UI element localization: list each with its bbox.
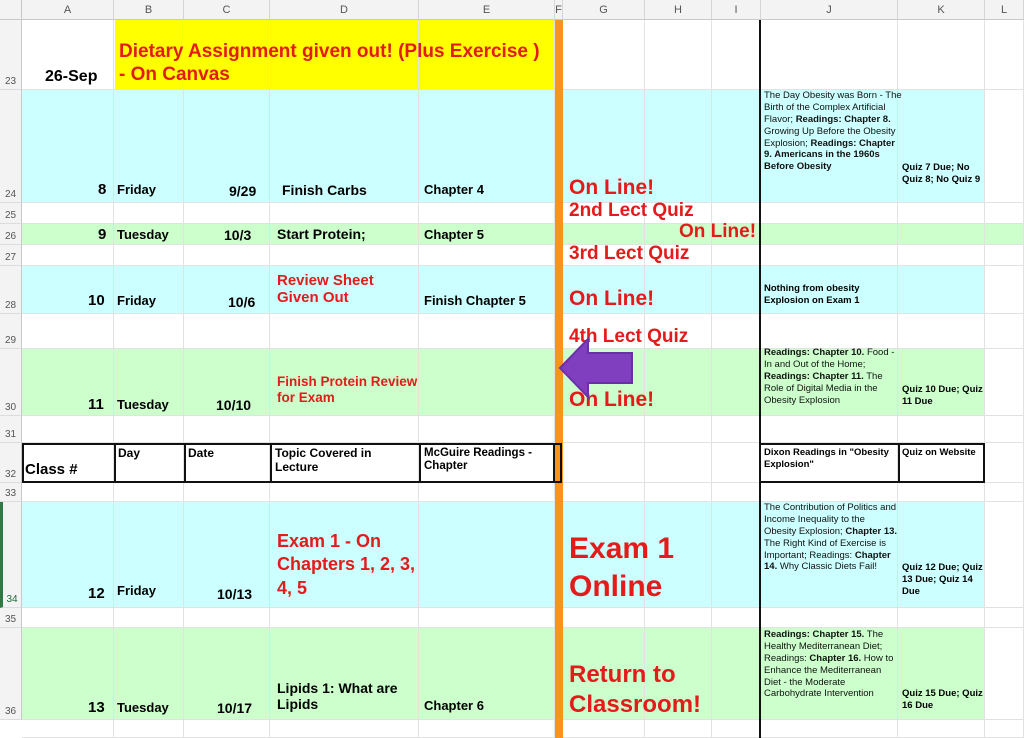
r23-date[interactable]: 26-Sep xyxy=(45,68,98,85)
row-header-27[interactable]: 27 xyxy=(0,245,22,266)
gridline-vertical xyxy=(269,20,270,738)
row-header-28[interactable]: 28 xyxy=(0,266,22,314)
column-header-k[interactable]: K xyxy=(898,0,985,20)
r36-num[interactable]: 13 xyxy=(88,699,105,716)
r34-online[interactable]: Exam 1 Online xyxy=(569,532,675,603)
column-header-h[interactable]: H xyxy=(645,0,712,20)
gridline-vertical xyxy=(711,20,712,738)
r24-dixon-3: Growing Up Before the Obesity Explosion; xyxy=(764,125,896,149)
r34-dixon-3: The Right Kind of Exercise is Important; Readings: xyxy=(764,537,886,561)
r28-dixon[interactable]: Nothing from obesity Explosion on Exam 1 xyxy=(764,283,860,306)
column-header-b[interactable]: B xyxy=(114,0,184,20)
header-divider-f xyxy=(553,443,555,483)
row-header-24[interactable]: 24 xyxy=(0,90,22,203)
r36-dixon-4: How to Enhance the Mediterranean Diet - the Moderate Carbohydrate Intervention xyxy=(764,652,894,700)
r34-dixon-4: Chapter 14. xyxy=(764,549,891,573)
r34-day[interactable]: Friday xyxy=(117,583,157,598)
gridline-horizontal xyxy=(22,627,1024,628)
header-reading[interactable]: McGuire Readings - Chapter xyxy=(424,447,532,473)
r28-date[interactable]: 10/6 xyxy=(228,294,256,310)
r24-quiz[interactable]: Quiz 7 Due; No Quiz 8; No Quiz 9 xyxy=(902,162,981,185)
gridline-horizontal xyxy=(22,244,1024,245)
r30-dixon[interactable] xyxy=(764,347,900,406)
r24-dixon-4: Readings: Chapter 9. Americans in the 1960s Before Obesity xyxy=(764,137,895,173)
row-header-26[interactable]: 26 xyxy=(0,224,22,245)
gridline-vertical xyxy=(984,20,985,738)
r30-dixon-4: The Role of Digital Media in the Obesity Explosion xyxy=(764,370,883,406)
gridline-horizontal xyxy=(22,202,1024,203)
r30-dixon-3: Readings: Chapter 11. xyxy=(764,370,864,382)
gridline-horizontal xyxy=(22,607,1024,608)
r26-date[interactable]: 10/3 xyxy=(224,227,252,243)
r28-num[interactable]: 10 xyxy=(88,292,105,309)
r30-dixon-2: Food - In and Out of the Home; xyxy=(764,347,895,370)
row-header-25[interactable]: 25 xyxy=(0,203,22,224)
gridline-horizontal xyxy=(22,415,1024,416)
r36-dixon-2: The Healthy Mediterranean Diet; Readings: xyxy=(764,629,884,664)
r29-lect-quiz[interactable]: 4th Lect Quiz xyxy=(569,326,689,347)
r25-lect-quiz[interactable]: 2nd Lect Quiz xyxy=(569,200,694,221)
header-dixon[interactable]: Dixon Readings in "Obesity Explosion" xyxy=(764,447,889,470)
r24-day[interactable]: Friday xyxy=(117,182,157,197)
row-header-23[interactable]: 23 xyxy=(0,20,22,90)
gridline-vertical xyxy=(183,20,184,738)
r36-dixon-1: Readings: Chapter 15. xyxy=(764,629,865,640)
r26-num[interactable]: 9 xyxy=(98,226,107,243)
column-header-f[interactable]: F xyxy=(555,0,563,20)
gridline-vertical xyxy=(113,20,114,738)
row-header-34[interactable]: 34 xyxy=(0,502,22,608)
header-day[interactable]: Day xyxy=(118,446,141,460)
column-header-l[interactable]: L xyxy=(985,0,1024,20)
r24-dixon-1: The Day Obesity was Born - The Birth of the Complex Artificial Flavor; xyxy=(764,90,902,125)
r26-reading[interactable]: Chapter 5 xyxy=(424,227,484,242)
r36-dixon[interactable] xyxy=(764,629,898,700)
row-header-35[interactable]: 35 xyxy=(0,608,22,628)
header-date[interactable]: Date xyxy=(188,446,215,460)
r36-date[interactable]: 10/17 xyxy=(217,700,253,716)
row-header-29[interactable]: 29 xyxy=(0,314,22,349)
column-header-d[interactable]: D xyxy=(270,0,419,20)
column-header-g[interactable]: G xyxy=(563,0,645,20)
r34-topic[interactable]: Exam 1 - On Chapters 1, 2, 3, 4, 5 xyxy=(277,531,416,598)
r30-day[interactable]: Tuesday xyxy=(117,397,169,412)
row-header-31[interactable]: 31 xyxy=(0,416,22,443)
r34-quiz[interactable]: Quiz 12 Due; Quiz 13 Due; Quiz 14 Due xyxy=(902,562,983,597)
gridline-horizontal xyxy=(22,313,1024,314)
r24-online[interactable]: On Line! xyxy=(569,176,655,199)
r24-reading[interactable]: Chapter 4 xyxy=(424,182,484,197)
select-all-corner[interactable] xyxy=(0,0,22,20)
column-header-e[interactable]: E xyxy=(419,0,555,20)
header-divider-e xyxy=(419,443,421,483)
gridline-vertical xyxy=(644,20,645,738)
r24-num[interactable]: 8 xyxy=(98,181,107,198)
column-header-i[interactable]: I xyxy=(712,0,761,20)
r24-topic[interactable]: Finish Carbs xyxy=(282,182,367,198)
row-26-band xyxy=(22,224,1024,245)
r36-day[interactable]: Tuesday xyxy=(117,700,169,715)
column-header-a[interactable]: A xyxy=(22,0,114,20)
row-header-36[interactable]: 36 xyxy=(0,628,22,720)
r24-date[interactable]: 9/29 xyxy=(229,183,257,199)
r34-dixon-1: The Contribution of Politics and Income Inequality to the Obesity Explosion; xyxy=(764,502,897,537)
black-divider-line xyxy=(759,20,761,738)
r26-online[interactable]: On Line! xyxy=(679,221,757,242)
r26-topic[interactable]: Start Protein; xyxy=(277,226,366,242)
purple-arrow-icon xyxy=(556,335,634,401)
r28-topic[interactable]: Review Sheet Given Out xyxy=(277,272,374,307)
r34-dixon-5: Why Classic Diets Fail! xyxy=(777,561,877,573)
r30-quiz[interactable]: Quiz 10 Due; Quiz 11 Due xyxy=(902,384,983,407)
header-quiz[interactable]: Quiz on Website xyxy=(902,447,976,458)
r34-num[interactable]: 12 xyxy=(88,585,105,602)
r34-date[interactable]: 10/13 xyxy=(217,586,253,602)
r30-online[interactable]: On Line! xyxy=(569,388,655,411)
r26-day[interactable]: Tuesday xyxy=(117,227,169,242)
column-header-c[interactable]: C xyxy=(184,0,270,20)
r36-online[interactable]: Return to Classroom! xyxy=(569,661,702,718)
r36-dixon-3: Chapter 16. xyxy=(809,652,862,664)
r36-quiz[interactable]: Quiz 15 Due; Quiz 16 Due xyxy=(902,688,983,711)
r30-date[interactable]: 10/10 xyxy=(216,397,252,413)
r24-dixon-2: Readings: Chapter 8. xyxy=(795,113,891,125)
r34-dixon[interactable] xyxy=(764,502,898,573)
row-header-33[interactable]: 33 xyxy=(0,483,22,502)
header-divider-c xyxy=(184,443,186,483)
row-header-30[interactable]: 30 xyxy=(0,349,22,416)
header-divider-b xyxy=(114,443,116,483)
r34-dixon-2: Chapter 13. xyxy=(845,525,898,537)
header-divider-d xyxy=(270,443,272,483)
header-divider-k xyxy=(898,443,900,483)
column-header-j[interactable]: J xyxy=(761,0,898,20)
header-class[interactable]: Class # xyxy=(25,461,78,478)
r28-online[interactable]: On Line! xyxy=(569,287,655,310)
r27-lect-quiz[interactable]: 3rd Lect Quiz xyxy=(569,243,690,264)
gridline-horizontal xyxy=(22,265,1024,266)
r28-day[interactable]: Friday xyxy=(117,293,157,308)
header-topic[interactable]: Topic Covered in Lecture xyxy=(275,446,372,474)
r30-topic[interactable]: Finish Protein Review for Exam xyxy=(277,374,418,405)
row-header-32[interactable]: 32 xyxy=(0,443,22,483)
r30-num[interactable]: 11 xyxy=(88,396,104,413)
r30-dixon-1: Readings: Chapter 10. xyxy=(764,347,865,358)
gridline-horizontal xyxy=(22,719,1024,720)
r23-banner[interactable]: Dietary Assignment given out! (Plus Exercise ) - On Canvas xyxy=(119,41,540,85)
r24-dixon[interactable] xyxy=(764,90,902,173)
r36-reading[interactable]: Chapter 6 xyxy=(424,698,484,713)
r28-reading[interactable]: Finish Chapter 5 xyxy=(424,293,526,308)
gridline-horizontal xyxy=(22,223,1024,224)
r36-topic[interactable]: Lipids 1: What are Lipids xyxy=(277,680,398,713)
